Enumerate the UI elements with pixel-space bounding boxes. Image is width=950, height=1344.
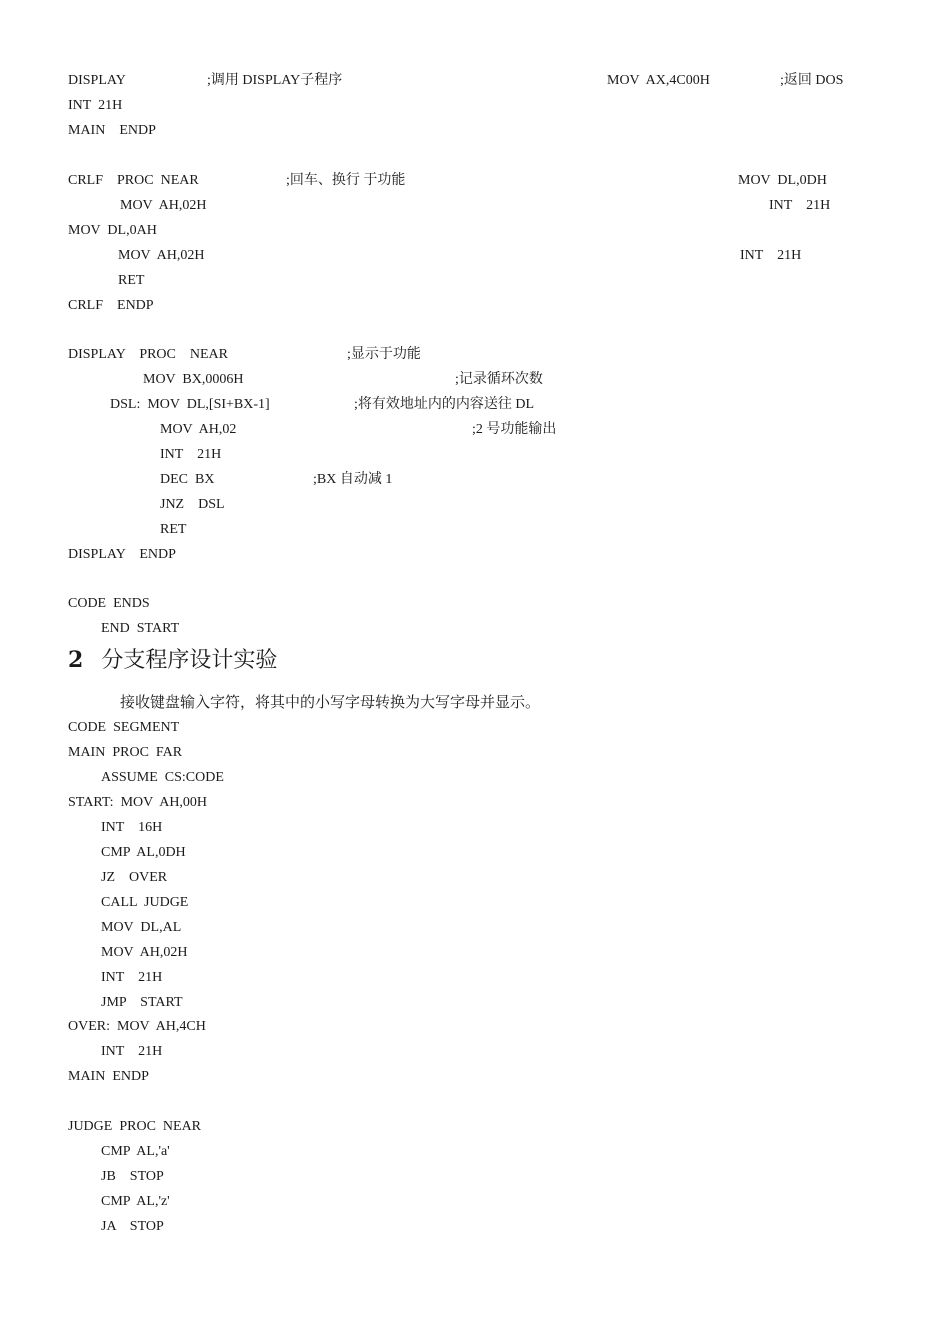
code-line: ;记录循环次数 (455, 372, 543, 387)
code-line: MOV AH,02H (120, 198, 207, 213)
code-line: INT 16H (101, 820, 163, 835)
code-line: CODE ENDS (68, 596, 150, 611)
code-line: END START (101, 621, 180, 636)
code-line: ;BX 自动减 1 (313, 472, 393, 487)
code-line: CODE SEGMENT (68, 720, 180, 735)
code-line: CMP AL,0DH (101, 845, 186, 860)
code-line: RET (118, 273, 145, 288)
code-line: DSL: MOV DL,[SI+BX-1] (110, 397, 270, 412)
code-line: CALL JUDGE (101, 895, 189, 910)
code-line: MAIN ENDP (68, 1069, 149, 1084)
code-line: INT 21H (101, 970, 163, 985)
code-line: JB STOP (101, 1169, 164, 1184)
code-line: DISPLAY (68, 73, 126, 88)
section-title: 分支程序设计实验 (101, 648, 278, 673)
code-line: MOV AH,02H (101, 945, 188, 960)
code-line: JMP START (101, 995, 183, 1010)
code-line: ;调用 DISPLAY子程序 (207, 73, 343, 88)
section-number: 2 (68, 647, 84, 673)
code-line: ;返回 DOS (780, 73, 844, 88)
code-line: MOV AH,02 (160, 422, 237, 437)
code-line: ;2 号功能输出 (472, 422, 557, 437)
code-line: ;显示于功能 (347, 347, 421, 362)
code-line: INT 21H (160, 447, 222, 462)
code-line: INT 21H (101, 1044, 163, 1059)
code-line: MOV AH,02H (118, 248, 205, 263)
code-line: CMP AL,'a' (101, 1144, 170, 1159)
code-line: CMP AL,'z' (101, 1194, 170, 1209)
code-line: OVER: MOV AH,4CH (68, 1019, 206, 1034)
section-intro: 接收键盘输入字符，将其中的小写字母转换为大写字母并显示。 (120, 695, 541, 711)
code-line: JUDGE PROC NEAR (68, 1119, 202, 1134)
code-line: JNZ DSL (160, 497, 225, 512)
code-line: START: MOV AH,00H (68, 795, 208, 810)
code-line: JA STOP (101, 1219, 164, 1234)
code-line: RET (160, 522, 187, 537)
code-line: MOV DL,AL (101, 920, 182, 935)
code-line: INT 21H (769, 198, 831, 213)
code-line: ;将有效地址内的内容送往 DL (354, 397, 535, 412)
section-heading (68, 645, 277, 676)
code-line: INT 21H (740, 248, 802, 263)
code-line: MAIN PROC FAR (68, 745, 183, 760)
code-line: MOV AX,4C00H (607, 73, 710, 88)
code-line: DISPLAY ENDP (68, 547, 176, 562)
code-line: MOV BX,0006H (143, 372, 244, 387)
code-line: MOV DL,0AH (68, 223, 157, 238)
code-line: INT 21H (68, 98, 123, 113)
code-line: DISPLAY PROC NEAR (68, 347, 228, 362)
code-line: JZ OVER (101, 870, 168, 885)
code-line: ASSUME CS:CODE (101, 770, 224, 785)
code-line: CRLF ENDP (68, 298, 154, 313)
code-line: ;回车、换行 于功能 (286, 173, 406, 188)
code-line: MOV DL,0DH (738, 173, 827, 188)
code-line: CRLF PROC NEAR (68, 173, 199, 188)
code-line: MAIN ENDP (68, 123, 156, 138)
code-line: DEC BX (160, 472, 215, 487)
